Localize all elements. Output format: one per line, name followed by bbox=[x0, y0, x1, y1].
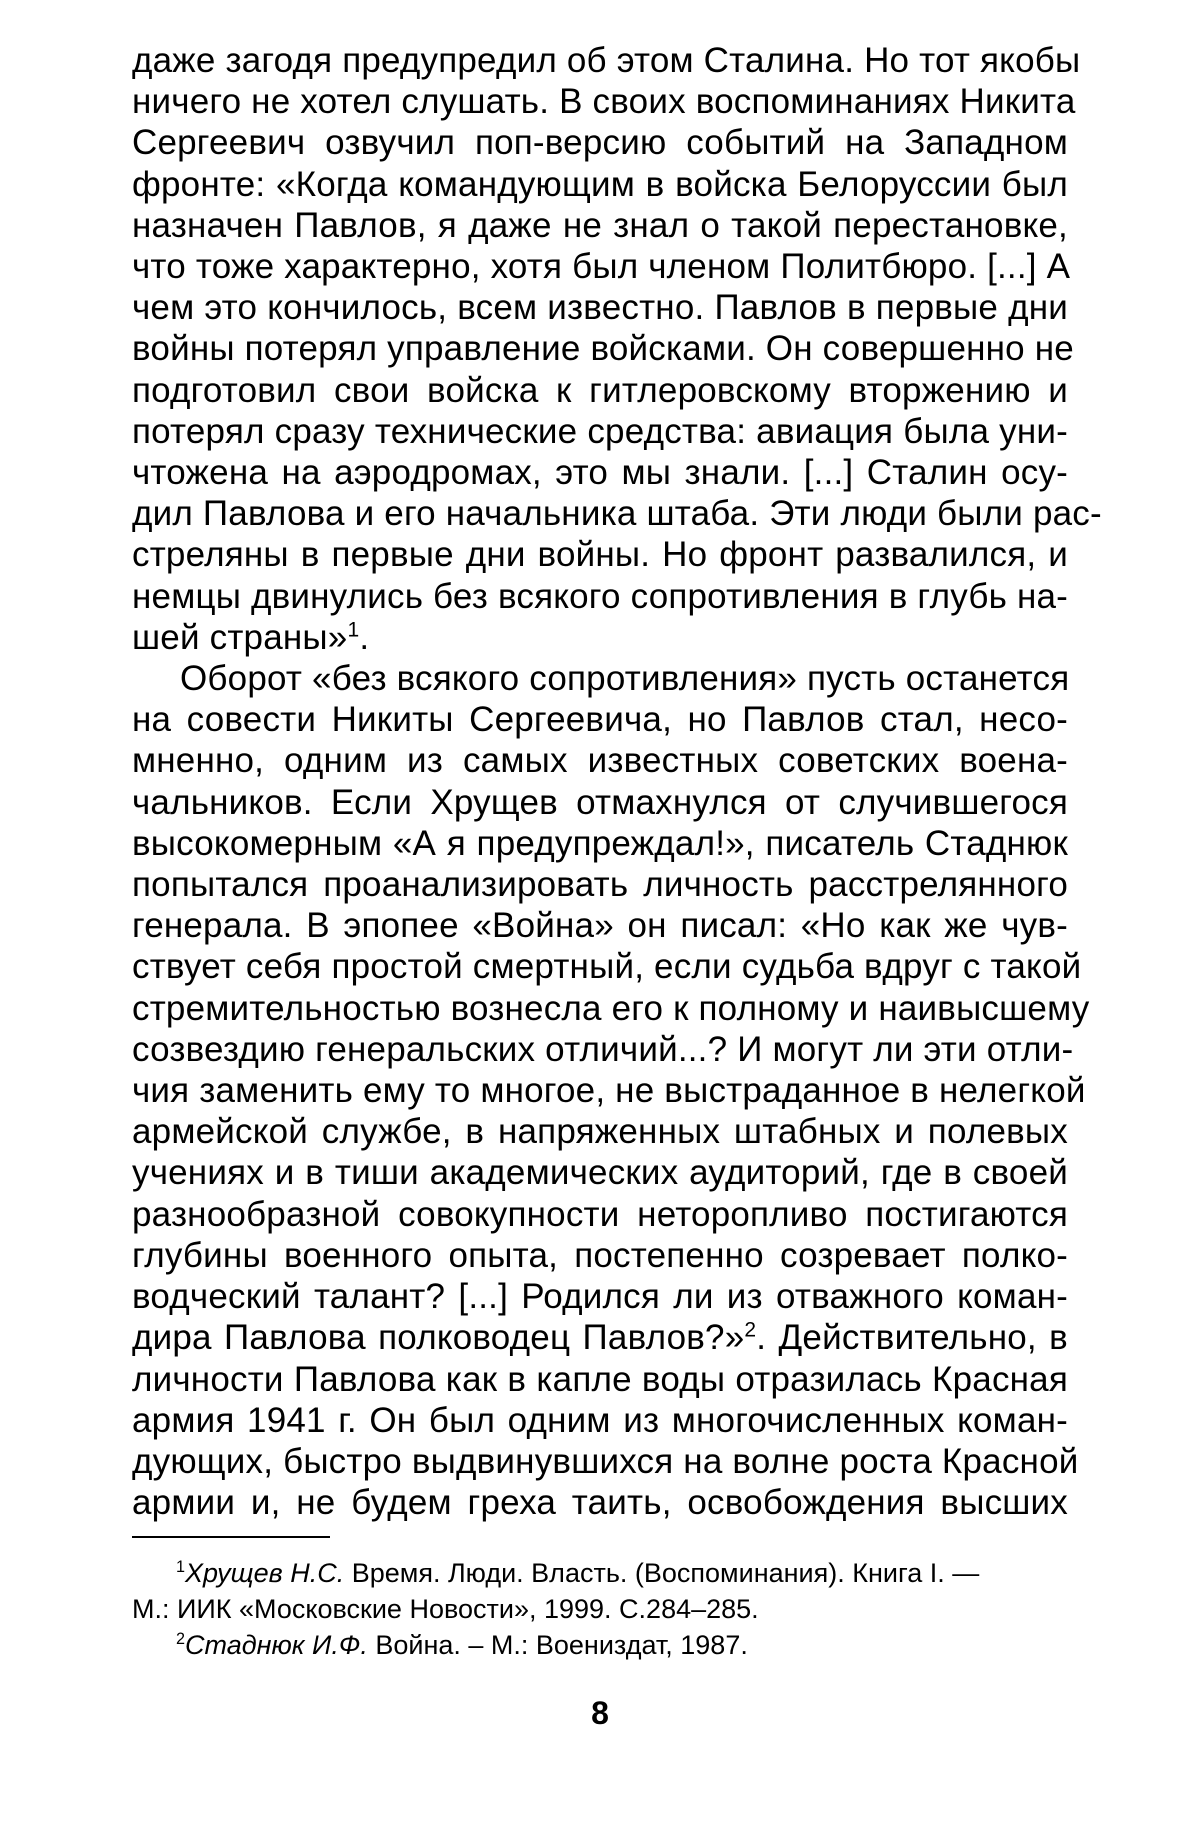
text-line: чальников. Если Хрущев отмахнулся от случившегося bbox=[132, 782, 1068, 822]
text-line: подготовил свои войска к гитлеровскому вторжению и bbox=[132, 370, 1068, 410]
page-number: 8 bbox=[591, 1695, 609, 1731]
text-line: потерял сразу технические средства: авиация была уни- bbox=[132, 411, 1068, 451]
text-line: глубины военного опыта, постепенно созревает полко- bbox=[132, 1235, 1068, 1275]
footnote-1-continued: М.: ИИК «Московские Новости», 1999. С.284–285. bbox=[132, 1594, 759, 1624]
text-line: водческий талант? [...] Родился ли из отважного коман- bbox=[132, 1277, 1068, 1317]
text-line: чем это кончилось, всем известно. Павлов в первые дни bbox=[132, 288, 1068, 328]
text-segment: . bbox=[359, 617, 370, 657]
text-line: что тоже характерно, хотя был членом Политбюро. [...] А bbox=[132, 247, 1071, 287]
text-line: армии и, не будем греха таить, освобождения высших bbox=[132, 1483, 1068, 1523]
text-segment: . Действительно, в bbox=[756, 1318, 1068, 1358]
text-line: разнообразной совокупности неторопливо постигаются bbox=[132, 1194, 1068, 1234]
text-line: Сергеевич озвучил поп-версию событий на Западном bbox=[132, 123, 1068, 163]
footnote-ref-2: 2 bbox=[744, 1318, 757, 1342]
text-line: чия заменить ему то многое, не выстраданное в нелегкой bbox=[132, 1071, 1086, 1111]
footnote-author: Стаднюк И.Ф. bbox=[185, 1630, 368, 1660]
text-line: созвездию генеральских отличий...? И могут ли эти отли- bbox=[132, 1029, 1074, 1069]
text-line: армия 1941 г. Он был одним из многочисленных коман- bbox=[132, 1400, 1068, 1440]
text-line: стремительностью вознесла его к полному и наивысшему bbox=[132, 988, 1090, 1028]
text-line: попытался проанализировать личность расстрелянного bbox=[132, 865, 1068, 905]
text-line: высокомерным «А я предупреждал!», писатель Стаднюк bbox=[132, 823, 1068, 863]
text-line: назначен Павлов, я даже не знал о такой перестановке, bbox=[132, 205, 1068, 245]
footnotes bbox=[132, 1555, 1068, 1663]
footnote-text: Война. – М.: Воениздат, 1987. bbox=[367, 1630, 748, 1660]
text-line: дил Павлова и его начальника штаба. Эти люди были рас- bbox=[132, 494, 1102, 534]
text-line: чтожена на аэродромах, это мы знали. [...] Сталин осу- bbox=[132, 453, 1068, 493]
text-segment: дира Павлова полководец Павлов?» bbox=[132, 1318, 745, 1358]
paragraph-2-continued bbox=[132, 1359, 1079, 1524]
paragraph-2 bbox=[132, 658, 1090, 1317]
footnote-mark: 1 bbox=[176, 1558, 186, 1576]
text-line: ничего не хотел слушать. В своих воспоминаниях Никита bbox=[132, 82, 1076, 122]
text-line: армейской службе, в напряженных штабных и полевых bbox=[132, 1112, 1068, 1152]
footnote-mark: 2 bbox=[176, 1630, 186, 1648]
text-line: учениях и в тиши академических аудиторий, где в своей bbox=[132, 1153, 1068, 1193]
text-line: личности Павлова как в капле воды отразилась Красная bbox=[132, 1359, 1068, 1399]
text-line: стреляны в первые дни войны. Но фронт развалился, и bbox=[132, 535, 1068, 575]
footnote-author: Хрущев Н.С. bbox=[185, 1558, 345, 1588]
text-line: мненно, одним из самых известных советских военa- bbox=[132, 741, 1068, 781]
paragraph-1 bbox=[132, 40, 1102, 617]
text-line: дующих, быстро выдвинувшихся на волне роста Красной bbox=[132, 1441, 1079, 1481]
text-line: ствует себя простой смертный, если судьба вдруг с такой bbox=[132, 947, 1082, 987]
text-line: на совести Никиты Сергеевича, но Павлов стал, несо- bbox=[132, 700, 1068, 740]
footnote-text: Время. Люди. Власть. (Воспоминания). Книга I. — bbox=[344, 1558, 980, 1588]
text-line: даже загодя предупредил об этом Сталина. Но тот якобы bbox=[132, 41, 1081, 80]
main-text bbox=[132, 40, 1102, 1523]
footnote-2 bbox=[132, 1627, 1068, 1663]
footnote-separator bbox=[132, 1536, 330, 1538]
text-line: генерала. В эпопее «Война» он писал: «Но как же чув- bbox=[132, 906, 1068, 946]
footnote-ref-1: 1 bbox=[347, 618, 360, 642]
text-line: немцы двинулись без всякого сопротивления в глубь на- bbox=[132, 576, 1068, 616]
text-line: фронте: «Когда командующим в войска Белоруссии был bbox=[132, 164, 1068, 204]
text-line: Оборот «без всякого сопротивления» пусть останется bbox=[180, 659, 1070, 699]
text-line bbox=[132, 1317, 1068, 1358]
text-segment: шей страны» bbox=[132, 617, 348, 657]
text-line: войны потерял управление войсками. Он совершенно не bbox=[132, 329, 1074, 369]
footnote-1 bbox=[132, 1555, 1068, 1591]
text-line bbox=[132, 617, 1068, 658]
